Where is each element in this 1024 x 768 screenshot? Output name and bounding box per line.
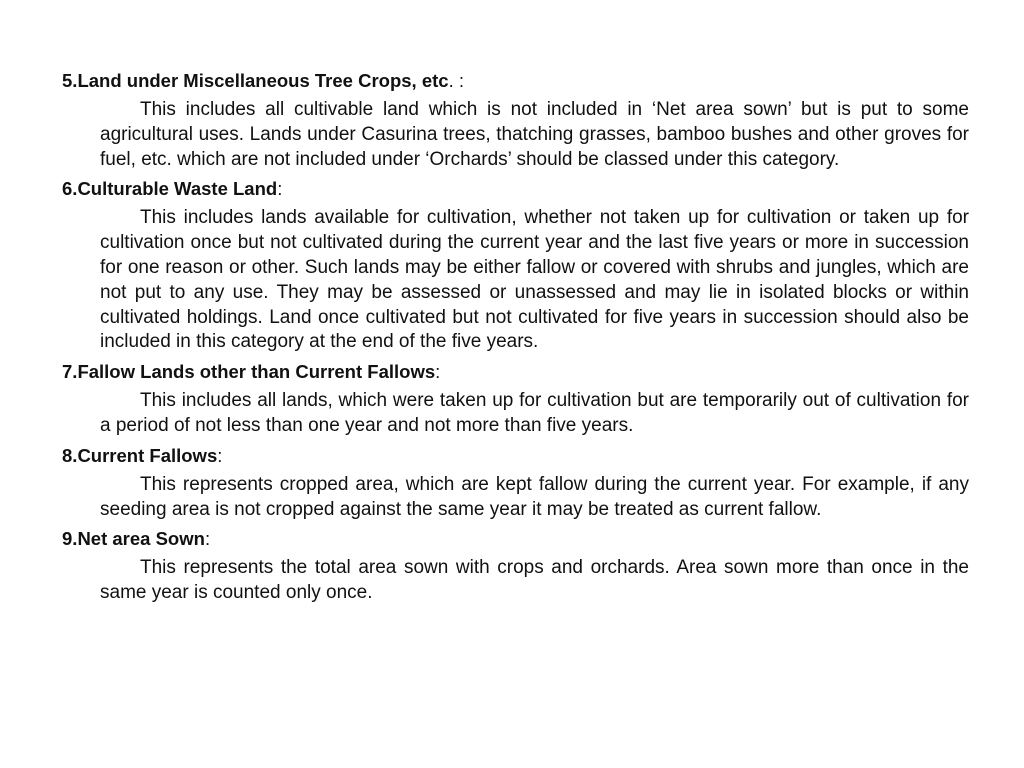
section-body: This includes lands available for cultivation, whether not taken up for cultivation or taken up for cultivation once but not cultivated during the current year and the last five years or more in succession for one reason or other. Such lands may be either fallow or covered with shrubs and jungles, which are not put to any use. They may be assessed or unassessed and may lie in isolated blocks or within cultivated holdings. Land once cultivated but not cultivated for five years in succession should also be included in this category at the end of the five years.: [100, 207, 969, 353]
section-title-suffix: :: [435, 361, 441, 383]
section-title: Net area Sown: [77, 528, 205, 550]
section-title: Culturable Waste Land: [77, 178, 278, 200]
section-heading: [62, 526, 969, 552]
section-heading: [62, 68, 969, 94]
section-fallow-lands: [62, 359, 969, 439]
section-heading: [62, 359, 969, 385]
section-number: 9.: [62, 528, 78, 550]
section-number: 6.: [62, 178, 78, 200]
section-heading: [62, 443, 969, 469]
section-misc-tree-crops: [62, 68, 969, 172]
section-number: 5.: [62, 70, 78, 91]
section-heading: [62, 176, 969, 202]
section-title: Current Fallows: [77, 444, 218, 466]
section-title-suffix: :: [204, 528, 211, 550]
section-title: Land under Miscellaneous Tree Crops, etc: [77, 70, 449, 91]
section-body: This represents cropped area, which are kept fallow during the current year. For example, if any seeding area is not cropped against the same year it may be treated as current fallow.: [100, 473, 969, 520]
section-title-suffix: . :: [448, 70, 464, 91]
section-title: Fallow Lands other than Current Fallows: [77, 361, 436, 383]
section-number: 7.: [62, 361, 78, 383]
section-culturable-waste-land: [62, 176, 969, 355]
section-body: This includes all lands, which were taken up for cultivation but are temporarily out of cultivation for a period of not less than one year and not more than five years.: [100, 390, 969, 436]
section-body: This represents the total area sown with crops and orchards. Area sown more than once in the same year is counted only once.: [100, 557, 969, 604]
section-net-area-sown: [62, 526, 969, 606]
section-number: 8.: [62, 444, 78, 466]
section-body: This includes all cultivable land which is not included in ‘Net area sown’ but is put to some agricultural uses. Lands under Casurina trees, thatching grasses, bamboo bushes and other groves for fuel, etc. which are not included under ‘Orchards’ should be classed under this category.: [100, 99, 969, 170]
section-current-fallows: [62, 443, 969, 523]
section-title-suffix: :: [217, 444, 223, 466]
section-title-suffix: :: [277, 178, 283, 200]
